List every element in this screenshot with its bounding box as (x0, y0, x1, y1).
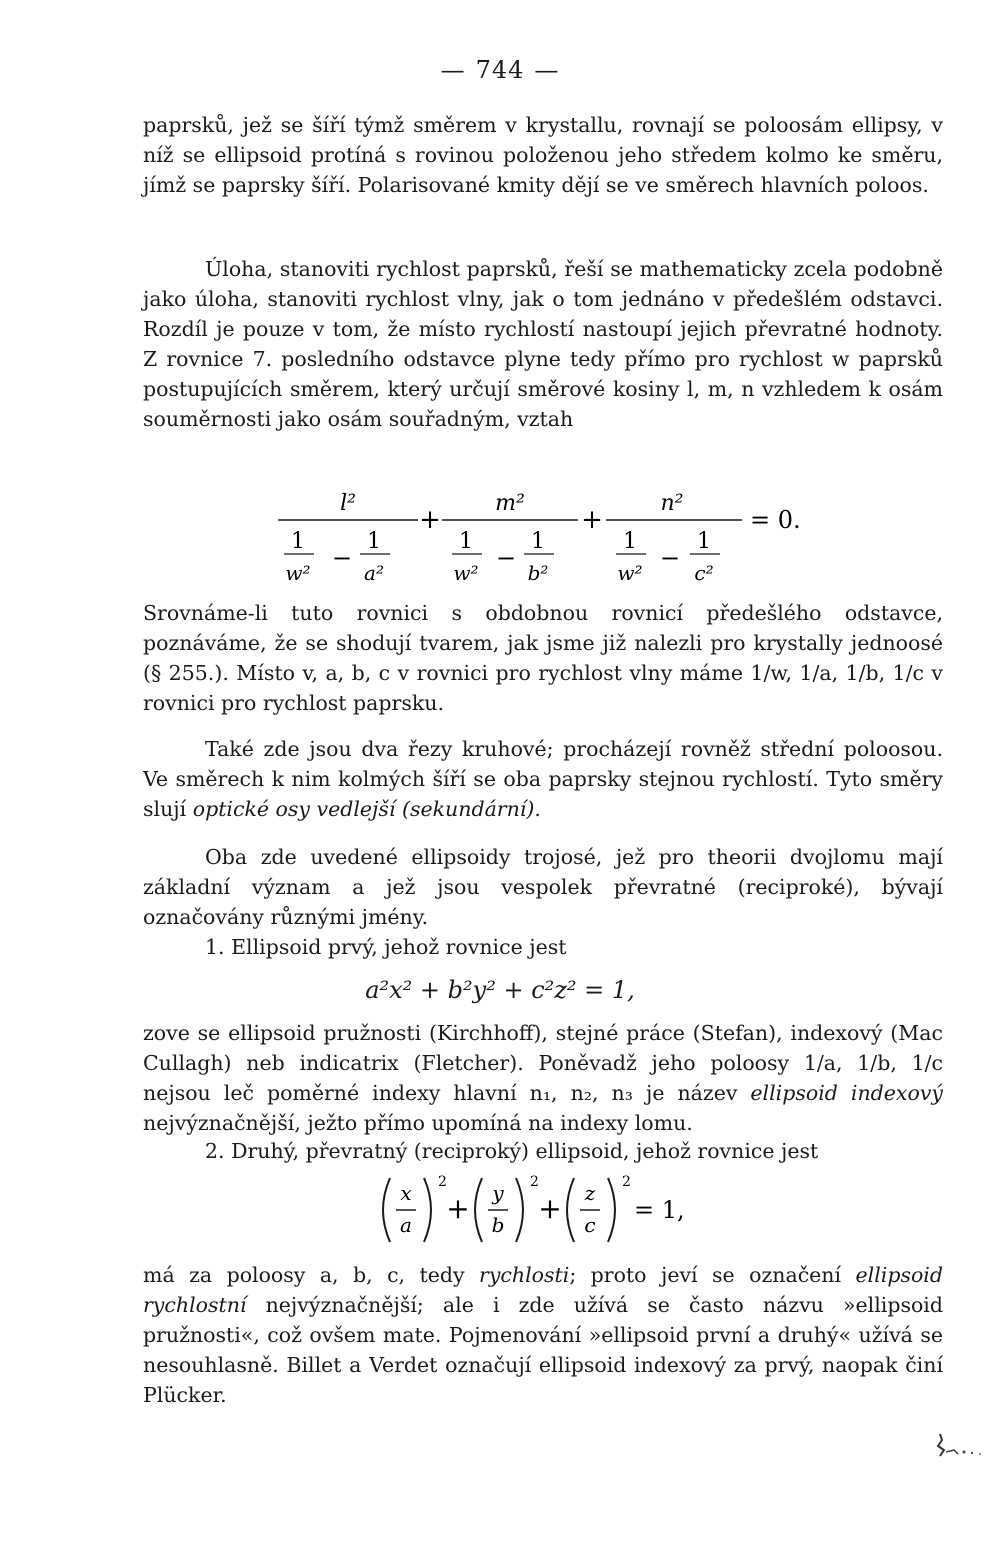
paragraph-5: Oba zde uvedené ellipsoidy trojosé, jež pro theorii dvojlomu mají základní význam a jež jsou vespolek převratné (reciproké), bývají označovány různými jmény. (143, 845, 943, 929)
page-number-value: 744 (475, 56, 525, 84)
eq1-numerator-1: l² (340, 491, 356, 516)
paragraph-9-italic-2: ellipsoid rychlostní (143, 1263, 943, 1317)
eq3-paren-open-1 (383, 1178, 390, 1242)
eq3-sq-1: 2 (438, 1174, 447, 1190)
eq3-c: c (584, 1213, 596, 1237)
page-number-dash-left: — (440, 56, 466, 84)
eq3-paren-close-1 (424, 1178, 431, 1242)
eq3-plus-1: + (446, 1192, 470, 1225)
paragraph-4-italic-term: optické osy vedlejší (sekundární). (192, 797, 541, 821)
paragraph-2: Úloha, stanoviti rychlost paprsků, řeší se mathematicky zcela podobně jako úloha, stanoviti rychlost vlny, jak o tom jednáno v předešlém odstavci. Rozdíl je pouze v tom, že místo rychlostí nastoupí jejich převratné hodnoty. Z rovnice 7. posledního odstavce plyne tedy přímo pro rychlost w paprsků postupujících směrem, který určují směrové kosiny l, m, n vzhledem k osám souměrnosti jako osám souřadným, vztah (143, 257, 943, 431)
eq3-x: x (400, 1181, 412, 1205)
eq1-one-2b: 1 (531, 529, 545, 554)
eq1-numerator-2: m² (495, 491, 525, 516)
eq3-paren-close-2 (516, 1178, 523, 1242)
paragraph-9-italic-1: rychlosti (479, 1263, 570, 1287)
equation-ellipsoid-second (372, 1170, 702, 1250)
eq3-rhs: = 1, (634, 1196, 685, 1224)
paragraph-4-text: Také zde jsou dva řezy kruhové; procházejí rovněž střední poloosou. Ve směrech k nim kolmých šíří se oba paprsky stejnou rychlostí. Tyto směry slují (143, 737, 943, 821)
equation-ellipsoid-first (0, 976, 1000, 1004)
paragraph-7-text-a: zove se ellipsoid pružnosti (Kirchhoff), stejné práce (Stefan), indexový (Mac Cullagh) neb indicatrix (Fletcher). Poněvadž jeho poloosy 1/a, 1/b, 1/c nejsou leč poměrné indexy hlavní n₁, n₂, n₃ je název (143, 1021, 943, 1105)
eq3-paren-open-2 (475, 1178, 482, 1242)
paragraph-9 (143, 1260, 943, 1410)
eq1-one-3a: 1 (623, 529, 637, 554)
eq3-paren-close-3 (608, 1178, 615, 1242)
eq1-den-1a: w² (285, 561, 311, 585)
paragraph-3: Srovnáme-li tuto rovnici s obdobnou rovnicí předešlého odstavce, poznáváme, že se shodují tvarem, jak jsme již nalezli pro krystally jednoosé (§ 255.). Místo v, a, b, c v rovnici pro rychlost vlny máme 1/w, 1/a, 1/b, 1/c v rovnici pro rychlost paprsku. (143, 601, 943, 715)
paragraph-7-italic-term: ellipsoid indexový (750, 1081, 943, 1105)
eq1-one-1a: 1 (291, 529, 305, 554)
paragraph-8: 2. Druhý, převratný (reciproký) ellipsoid, jehož rovnice jest (205, 1139, 819, 1163)
eq1-rhs: = 0. (750, 506, 801, 534)
eq1-plus-2: + (581, 505, 603, 535)
eq1-minus-1: − (331, 544, 353, 572)
paragraph-7-text-b: nejvýznačnější, ježto přímo upomíná na indexy lomu. (143, 1111, 693, 1135)
page-number-dash-right: — (534, 56, 560, 84)
eq3-sq-2: 2 (530, 1174, 539, 1190)
eq1-numerator-3: n² (660, 491, 684, 516)
eq1-den-3a: w² (617, 561, 643, 585)
stray-ink-icon (928, 1430, 988, 1470)
eq1-one-3b: 1 (697, 529, 711, 554)
eq3-plus-2: + (538, 1192, 562, 1225)
paragraph-9-text-c: nejvýznačnější; ale i zde užívá se často názvu »ellipsoid pružnosti«, což ovšem mate. Pojmenování »ellipsoid první a druhý« užívá se nesouhlasně. Billet a Verdet označují ellipsoid indexový za prvý, naopak činí Plücker. (143, 1293, 943, 1407)
eq3-sq-3: 2 (622, 1174, 631, 1190)
eq1-one-2a: 1 (459, 529, 473, 554)
eq1-minus-2: − (495, 544, 517, 572)
paragraph-7 (143, 1018, 943, 1138)
eq1-den-1b: a² (364, 561, 384, 585)
eq1-den-3b: c² (694, 561, 714, 585)
eq3-a: a (400, 1213, 412, 1237)
paragraph-4 (143, 734, 943, 824)
eq1-minus-3: − (659, 544, 681, 572)
equation-ray-velocity (270, 482, 830, 592)
eq2-text: a²x² + b²y² + c²z² = 1, (365, 976, 635, 1004)
eq1-one-1b: 1 (367, 529, 381, 554)
eq3-z: z (584, 1181, 596, 1205)
eq1-plus-1: + (419, 505, 441, 535)
eq1-den-2a: w² (453, 561, 479, 585)
eq1-den-2b: b² (527, 561, 549, 585)
paragraph-9-text-b: ; proto jeví se označení (569, 1263, 842, 1287)
eq3-y: y (492, 1181, 504, 1205)
page-number (0, 56, 1000, 84)
paragraph-6: 1. Ellipsoid prvý, jehož rovnice jest (205, 935, 567, 959)
stray-ink-mark (928, 1430, 988, 1474)
paragraph-1: paprsků, jež se šíří týmž směrem v krystallu, rovnají se poloosám ellipsy, v níž se ellipsoid protíná s rovinou položenou jeho středem kolmo ke směru, jímž se paprsky šíří. Polarisované kmity dějí se ve směrech hlavních poloos. (143, 113, 943, 197)
eq3-b: b (491, 1213, 505, 1237)
eq3-paren-open-3 (567, 1178, 574, 1242)
paragraph-9-text-a: má za poloosy a, b, c, tedy (143, 1263, 465, 1287)
